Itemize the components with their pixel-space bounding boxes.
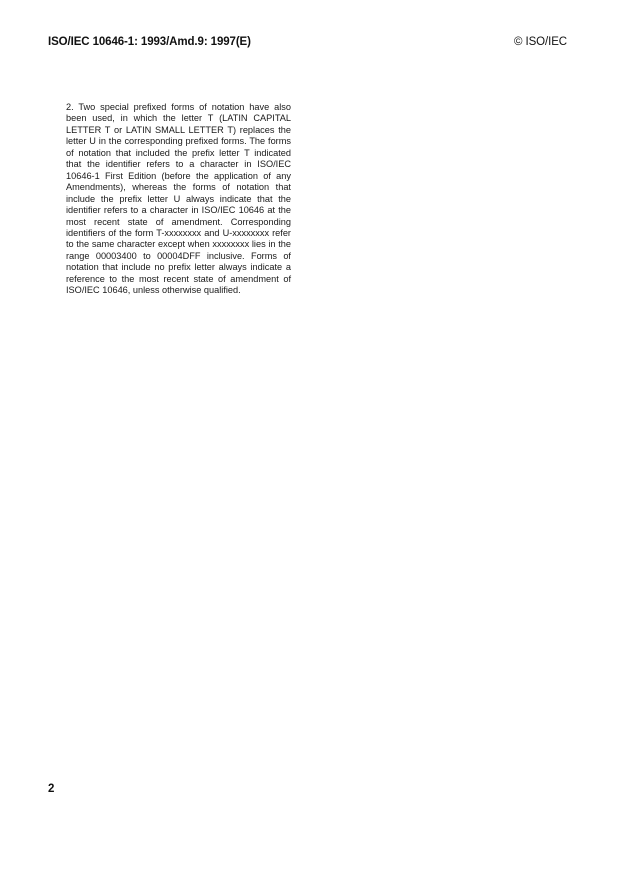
copyright-notice: © ISO/IEC	[514, 36, 567, 48]
document-identifier: ISO/IEC 10646-1: 1993/Amd.9: 1997(E)	[48, 36, 251, 48]
note-text: 2. Two special prefixed forms of notation have also been used, in which the letter T (LATIN CAPITAL LETTER T or LATIN SMALL LETTER T) replaces the letter U in the corresponding prefixed forms. The forms of notation that included the prefix letter T indicated that the identifier refers to a character in ISO/IEC 10646-1 First Edition (before the application of any Amendments), whereas the forms of notation that include the prefix letter U always indicate that the identifier refers to a character in ISO/IEC 10646 at the most recent state of amendment. Corresponding identifiers of the form T-xxxxxxxx and U-xxxxxxxx refer to the same character except when xxxxxxxx lies in the range 00003400 to 00004DFF inclusive. Forms of notation that include no prefix letter always indicate a reference to the most recent state of amendment of ISO/IEC 10646, unless otherwise qualified.	[66, 102, 291, 296]
note-paragraph-container	[66, 102, 291, 297]
page-number: 2	[48, 783, 55, 795]
